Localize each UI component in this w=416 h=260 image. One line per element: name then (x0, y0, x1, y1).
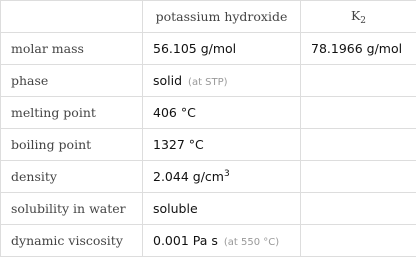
table-row (1, 97, 416, 129)
value-cell-koh (143, 65, 301, 97)
value-superscript: 3 (223, 169, 230, 179)
table-row (1, 225, 416, 257)
value-text: soluble (153, 201, 198, 216)
value-cell-k2 (301, 193, 416, 225)
row-label: density (1, 161, 143, 193)
value-cell-koh (143, 129, 301, 161)
header-potassium-hydroxide: potassium hydroxide (143, 1, 301, 33)
header-k2 (301, 1, 416, 33)
value-note: (at STP) (188, 77, 228, 88)
table-row (1, 33, 416, 65)
header-k2-subscript: 2 (360, 15, 367, 26)
table-row (1, 129, 416, 161)
value-cell-koh (143, 193, 301, 225)
value-cell-koh (143, 97, 301, 129)
value-text: 78.1966 g/mol (311, 41, 403, 56)
value-note: (at 550 °C) (223, 237, 280, 248)
value-text: 56.105 g/mol (153, 41, 237, 56)
header-empty-cell (1, 1, 143, 33)
value-text: 2.044 g/cm (153, 169, 224, 184)
value-cell-k2 (301, 33, 416, 65)
header-row (1, 1, 416, 33)
value-text: solid (153, 73, 183, 88)
value-text: 1327 °C (153, 137, 204, 152)
table-row (1, 161, 416, 193)
value-text: 0.001 Pa s (153, 233, 218, 248)
row-label: phase (1, 65, 143, 97)
table-row (1, 193, 416, 225)
value-text: 406 °C (153, 105, 196, 120)
value-cell-k2 (301, 129, 416, 161)
value-cell-koh (143, 225, 301, 257)
value-cell-k2 (301, 225, 416, 257)
value-cell-k2 (301, 161, 416, 193)
header-k2-base: K (350, 7, 361, 23)
row-label: molar mass (1, 33, 143, 65)
row-label: melting point (1, 97, 143, 129)
row-label: dynamic viscosity (1, 225, 143, 257)
value-cell-k2 (301, 65, 416, 97)
value-cell-k2 (301, 97, 416, 129)
row-label: boiling point (1, 129, 143, 161)
table-row (1, 65, 416, 97)
value-cell-koh (143, 33, 301, 65)
row-label: solubility in water (1, 193, 143, 225)
value-cell-koh (143, 161, 301, 193)
